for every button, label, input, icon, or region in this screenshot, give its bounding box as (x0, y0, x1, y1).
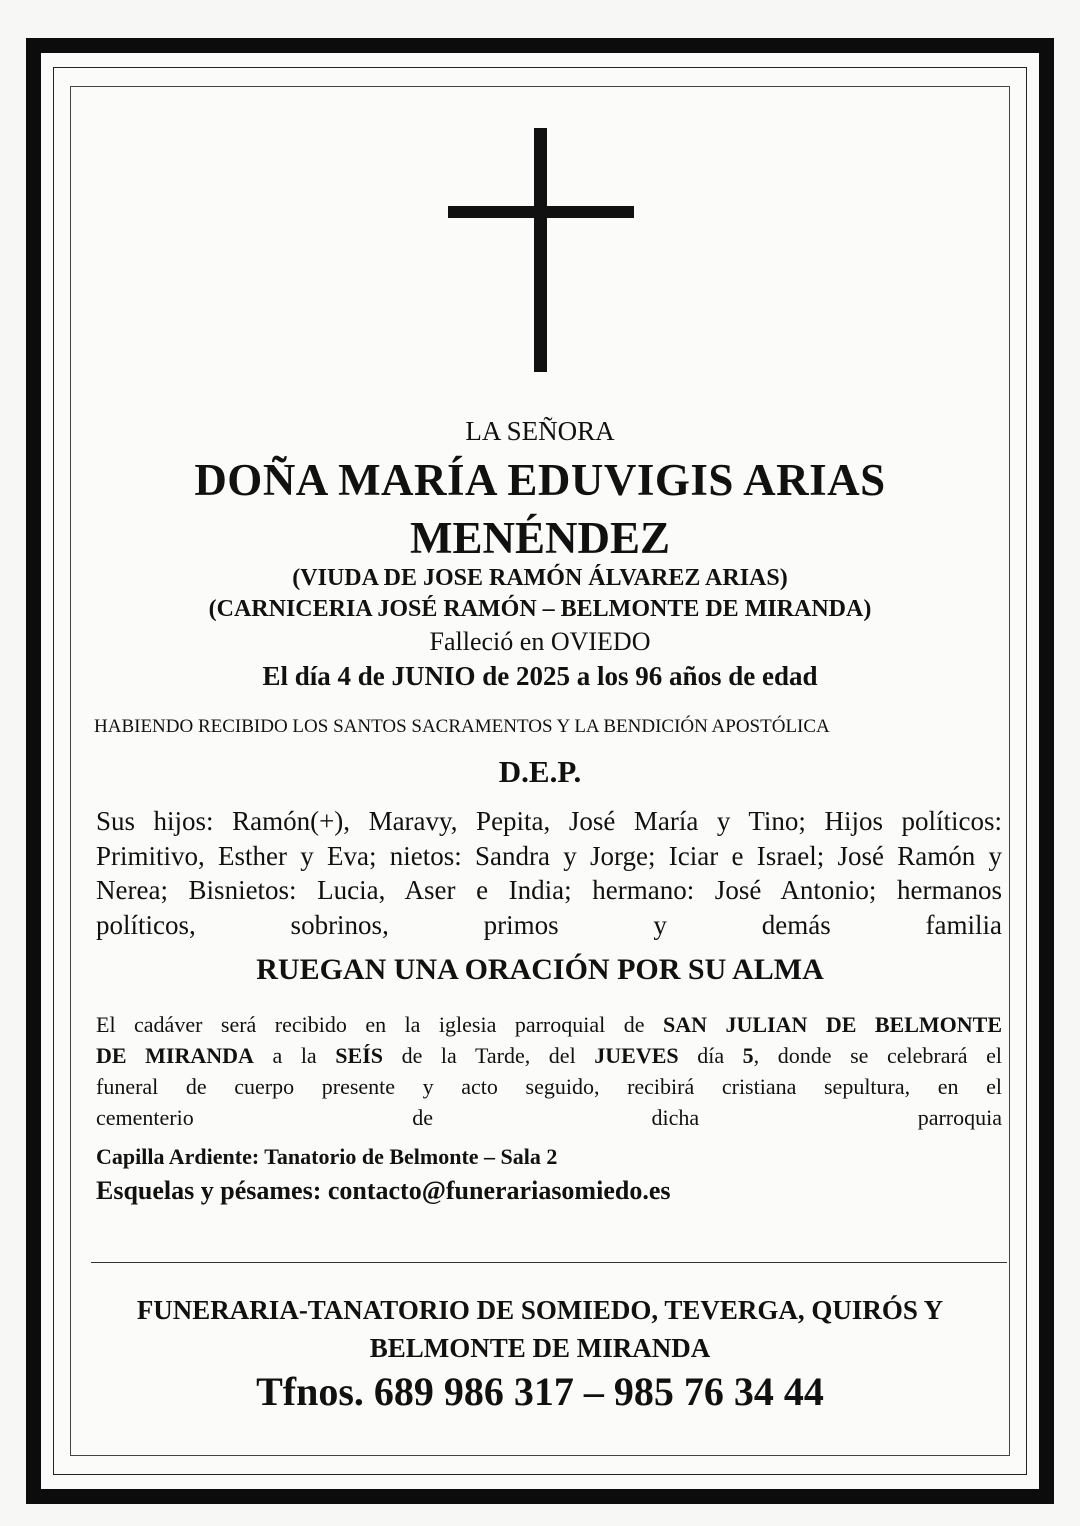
title-label: LA SEÑORA (465, 416, 615, 446)
cross-icon (534, 128, 547, 372)
church-name: SAN JULIAN DE BELMONTE (662, 1012, 1002, 1037)
prayer-request: RUEGAN UNA ORACIÓN POR SU ALMA (256, 953, 824, 986)
cross-icon-bar (448, 206, 634, 218)
funeral-day: JUEVES (594, 1043, 679, 1068)
widow-line: (VIUDA DE JOSE RAMÓN ÁLVAREZ ARIAS) (292, 565, 788, 591)
family-line: políticos, sobrinos, primos y demás familia (96, 909, 1002, 940)
funeral-line: El cadáver será recibido en la iglesia parroquial de SAN JULIAN DE BELMONTE (96, 1012, 1002, 1037)
deceased-name-line2: MENÉNDEZ (409, 513, 671, 563)
funeral-home-name-line1: FUNERARIA-TANATORIO DE SOMIEDO, TEVERGA, QUIRÓS Y (136, 1295, 944, 1325)
funeral-line: funeral de cuerpo presente y acto seguido, recibirá cristiana sepultura, en el (96, 1074, 1002, 1099)
funeral-home-name-line2: BELMONTE DE MIRANDA (369, 1333, 711, 1363)
death-place: Falleció en OVIEDO (429, 627, 651, 656)
deceased-name-line1: DOÑA MARÍA EDUVIGIS ARIAS (194, 455, 886, 505)
funeral-line: DE MIRANDA a la SEÍS de la Tarde, del JUEVES día 5, donde se celebrará el (96, 1043, 1003, 1068)
funeral-home-phones: Tfnos. 689 986 317 – 985 76 34 44 (256, 1369, 824, 1414)
family-paragraph (96, 804, 1002, 942)
chapel-info: Capilla Ardiente: Tanatorio de Belmonte – Sala 2 (96, 1144, 558, 1169)
funeral-time: SEÍS (335, 1043, 383, 1068)
business-line: (CARNICERIA JOSÉ RAMÓN – BELMONTE DE MIRANDA) (208, 596, 872, 622)
family-line: Nerea; Bisnietos: Lucia, Aser e India; hermano: José Antonio; hermanos (96, 875, 1002, 905)
funeral-line: cementerio de dicha parroquia (96, 1105, 1002, 1130)
condolences-contact: Esquelas y pésames: contacto@funerariasomiedo.es (96, 1176, 671, 1205)
death-date: El día 4 de JUNIO de 2025 a los 96 años de edad (262, 661, 818, 691)
sacraments-line: HABIENDO RECIBIDO LOS SANTOS SACRAMENTOS Y LA BENDICIÓN APOSTÓLICA (94, 716, 830, 737)
footer-divider (91, 1262, 1007, 1263)
family-line: Sus hijos: Ramón(+), Maravy, Pepita, José María y Tino; Hijos políticos: (96, 806, 1002, 836)
family-line: Primitivo, Esther y Eva; nietos: Sandra y Jorge; Iciar e Israel; José Ramón y (96, 840, 1002, 871)
funeral-paragraph (96, 1009, 1002, 1133)
dep-label: D.E.P. (498, 754, 582, 789)
